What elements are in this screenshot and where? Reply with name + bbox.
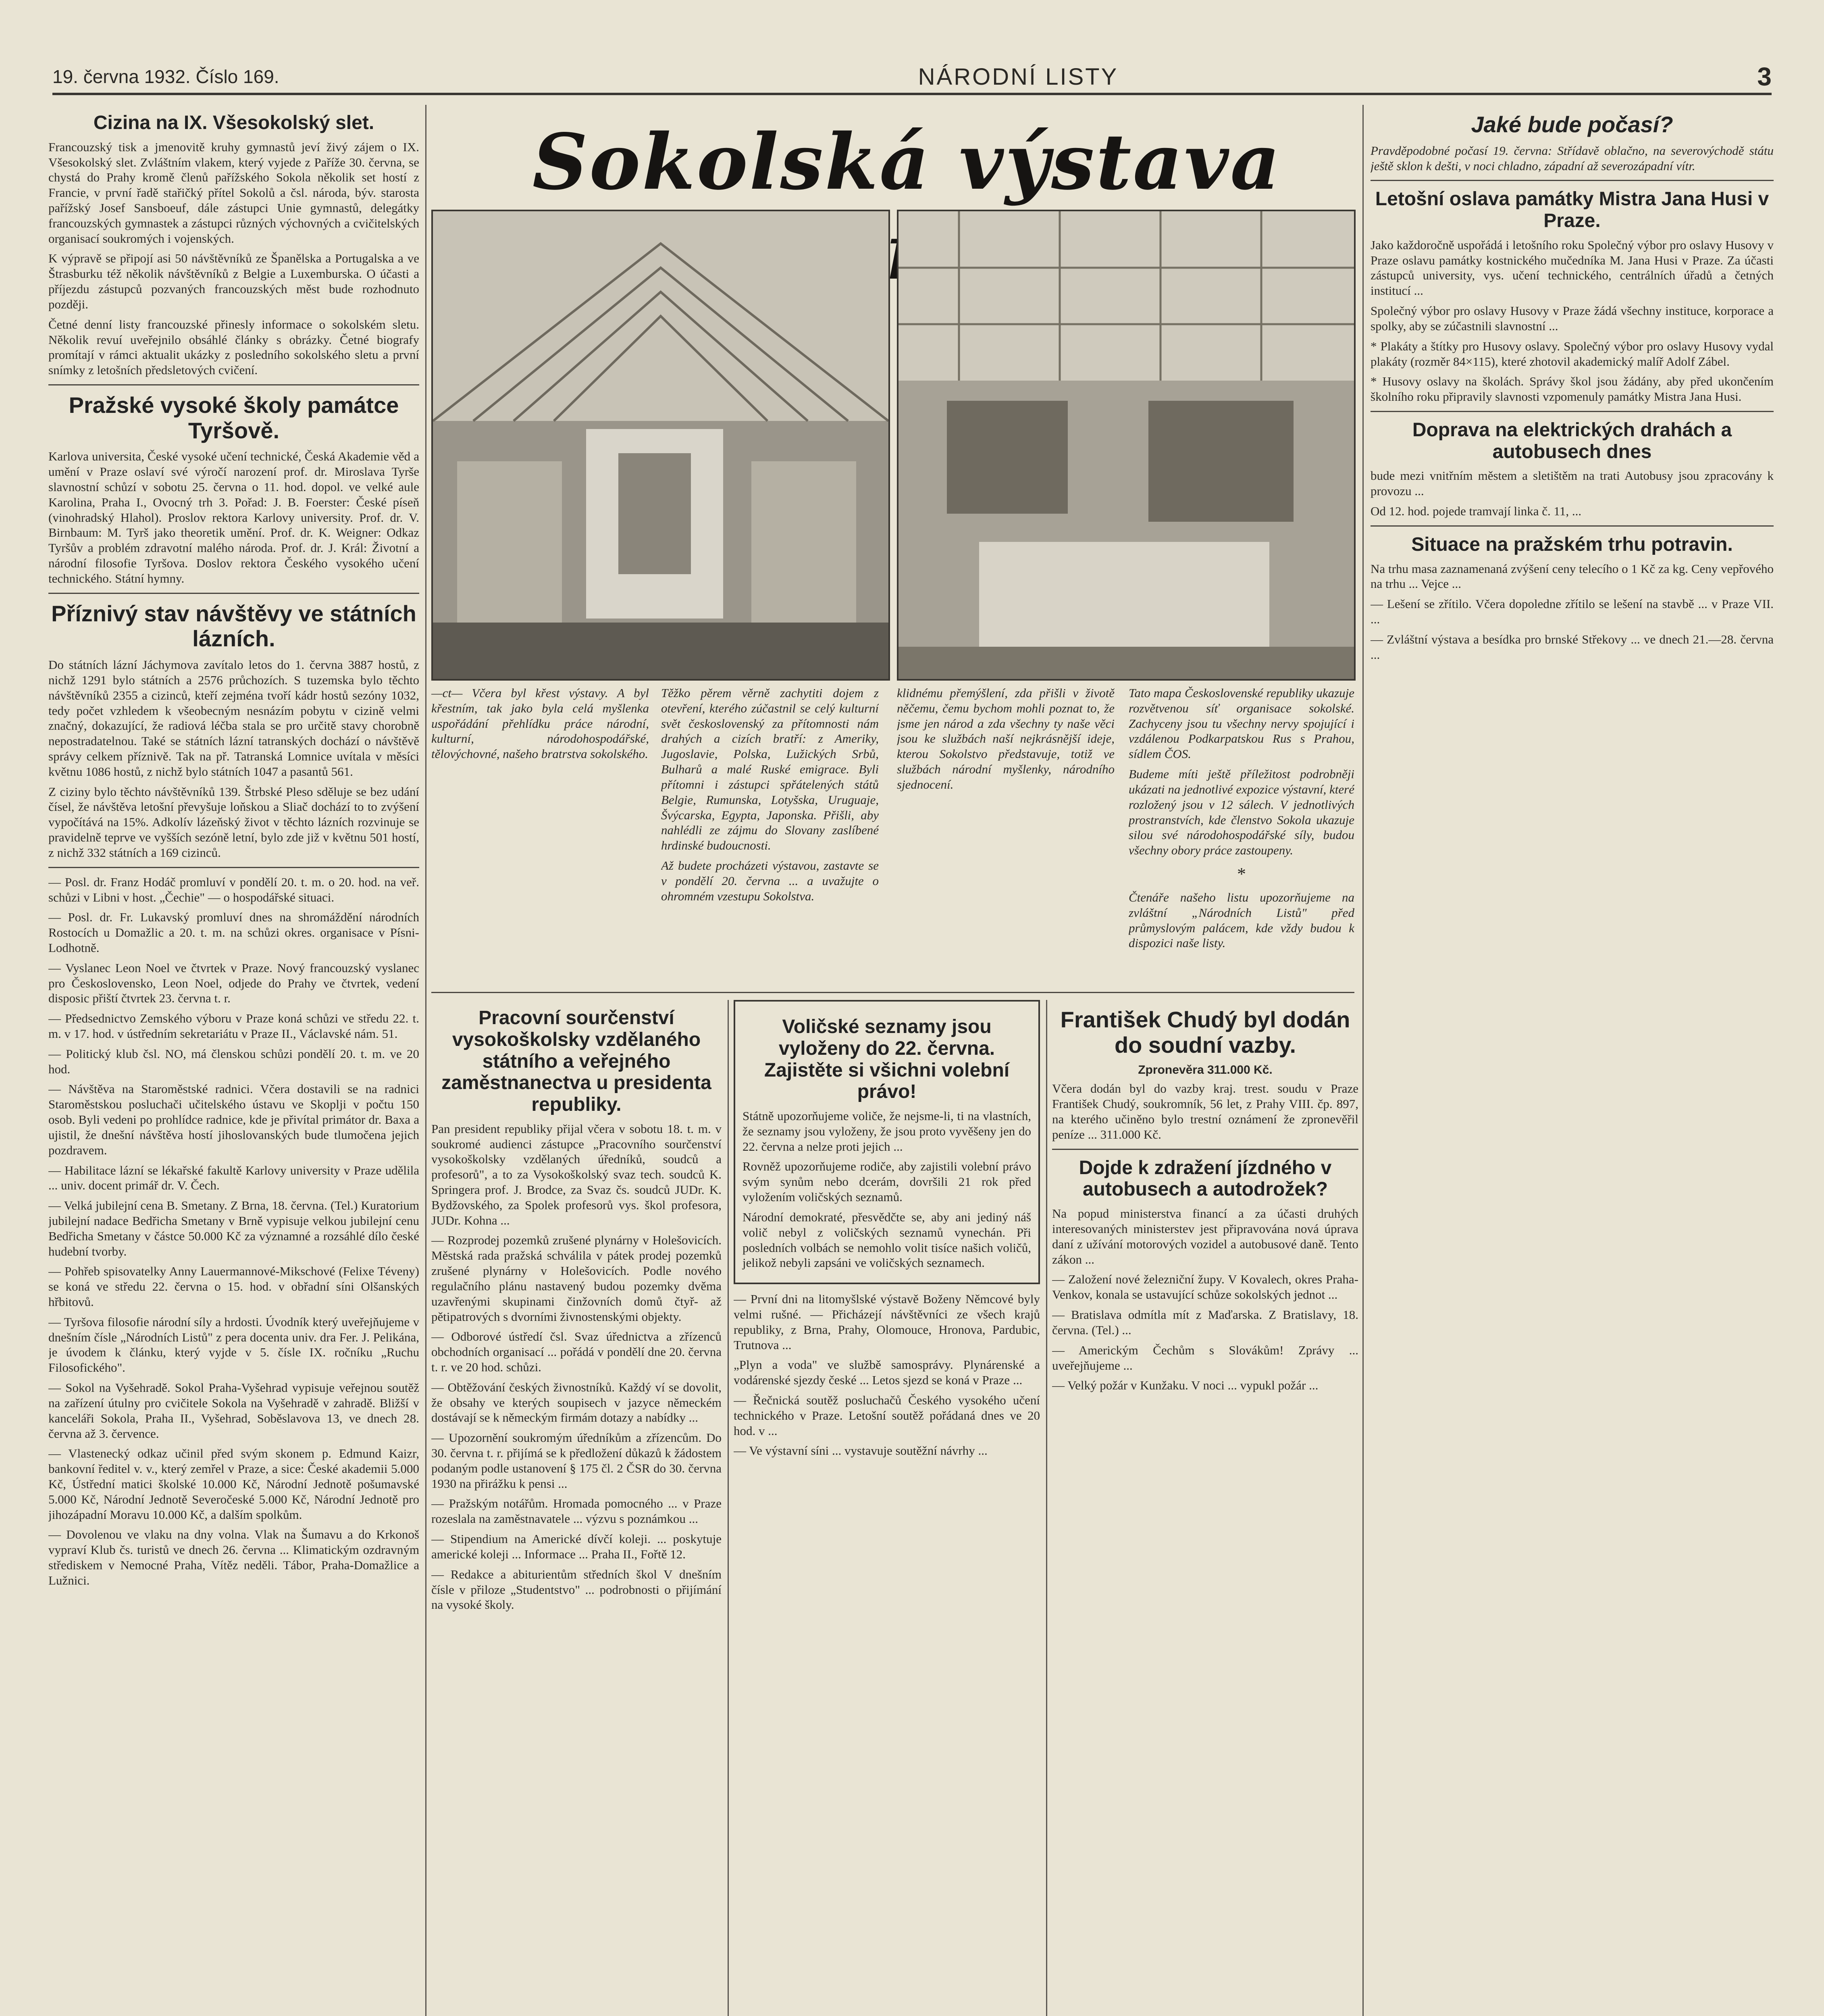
caption-text: Těžko pěrem věrně zachytiti dojem z otevření, kterého zúčastnil se celý kulturní svět československý za přítomnosti nám drahých a cizích bratří: z Ameriky, Jugoslavie, Polska, Lužických Srbů, Bulharů a malé Ruské emigrace. Byli přítomni i zástupci spřátelených států Belgie, Rumunska, Lotyšska, Uruguaje, Švýcarska, Egypta, Japonska. Přišli, aby nahlédli ze zájmu do Slovany zaslíbené hrdinské budoucnosti. bbox=[661, 686, 879, 853]
voter-notice-box bbox=[734, 1000, 1040, 1284]
exhibition-photo-1 bbox=[431, 210, 890, 681]
article-title: František Chudý byl dodán do soudní vazby. bbox=[1060, 1007, 1350, 1058]
caption-text: Čtenáře našeho listu upozorňujeme na zvláštní „Národních Listů" před průmyslovým palácem, kde vždy budou k dispozici naše listy. bbox=[1129, 890, 1354, 950]
article-paragraph: Četné denní listy francouzské přinesly informace o sokolském sletu. Několik revuí uveřejnilo obsáhlé články s obrázky. Četné biografy promítají v rámci aktualit ukázky z posledního sokolského sletu a první snímky z letošních předsletových cvičení. bbox=[48, 317, 419, 377]
news-item: — Pražským notářům. Hromada pomocného ... v Praze rozeslala na zaměstnavatele ... výzvu s poznámkou ... bbox=[431, 1496, 722, 1526]
news-item: — Obtěžování českých živnostníků. Každý ví se dovolit, že obsahy ve kterých soupisech v jazyce německém dostávají se k německým firmám dotazy a nabídky ... bbox=[431, 1380, 722, 1425]
column-2 bbox=[431, 1000, 722, 2016]
hall-photo-image bbox=[433, 211, 888, 679]
news-item: — Vlastenecký odkaz učinil před svým skonem p. Edmund Kaizr, bankovní ředitel v. v., který zemřel v Praze, a sice: České akademii 5.000 Kč, Ústřední matici školské 10.000 Kč, Národní Jednotě pošumavské 5.000 Kč, Národní Jednotě Severočeské 5.000 Kč, Národní Jednotě pro jihozápadní Moravu 10.000 Kč, a dalším spolkům. bbox=[48, 1446, 419, 1522]
caption-text: klidnému přemýšlení, zda přišli v životě něčemu, čemu bychom mohli poznat to, že jsme jen národ a zda všechny ty naše věci jsou ke službách naší nejkrásnější ideje, kterou Sokolstvo představuje, totiž ve službách národní myšlenky, národního sjednocení. bbox=[897, 686, 1115, 791]
article-paragraph: Pan president republiky přijal včera v sobotu 18. t. m. v soukromé audienci zástupce „Pracovního sourčenství vysokoškolsky vzdělaných úředníků, soudců a profesorů", a to za Vysokoškolský svaz tech. soudců K. Springera prof. J. Brodce, za Svaz čs. soudců JUDr. K. Bydžovského, za Spolek profesorů vys. škol profesora, JUDr. Kohna ... bbox=[431, 1121, 722, 1227]
article-paragraph: Od 12. hod. pojede tramvají linka č. 11, ... bbox=[1371, 504, 1582, 519]
divider bbox=[48, 384, 419, 385]
article-title: Letošní oslava památky Mistra Jana Husi v Praze. bbox=[1375, 188, 1769, 232]
news-item: — Založení nové železniční župy. V Kovalech, okres Praha-Venkov, konala se ustavující schůze sokolských jednot ... bbox=[1052, 1272, 1358, 1302]
column-4 bbox=[1052, 1000, 1358, 2016]
main-headline: Sokolská výstava bbox=[532, 117, 1282, 207]
news-item: — Řečnická soutěž posluchačů Českého vysokého učení technického v Praze. Letošní soutěž pořádaná dnes ve 20 hod. v ... bbox=[734, 1393, 1040, 1438]
article-title: Pracovní sourčenství vysokoškolsky vzdělaného státního a veřejného zaměstnanectva u presidenta republiky. bbox=[441, 1007, 711, 1115]
masthead: NÁRODNÍ LISTY bbox=[918, 63, 1119, 90]
article-title: Příznivý stav návštěvy ve státních lázních. bbox=[51, 600, 416, 652]
news-item: — Americkým Čechům s Slovákům! Zprávy ... uveřejňujeme ... bbox=[1052, 1343, 1358, 1372]
column-rule bbox=[1046, 1000, 1047, 2016]
article-paragraph: Karlova universita, České vysoké učení technické, Česká Akademie věd a umění v Praze oslaví své výročí narození prof. dr. Miroslava Tyrše slavnostní schůzí v sobotu 25. června o 11. hod. dopol. ve velké aule Karolina, Praha I., Ovocný trh 3. Pořad: J. B. Foerster: České píseň (vinohradský Hlahol). Proslov rektora Karlovy university. Prof. dr. V. Birnbaum: M. Tyrš jako theoretik umění. Prof. dr. K. Weigner: Odkaz Tyršův a problém zdravotní malého národa. Prof. dr. J. Král: Životní a národní filosofie Tyršova. Doslov rektora Českého vysokého učení technického. Státní hymny. bbox=[48, 449, 419, 585]
separator-star: * bbox=[1237, 864, 1246, 884]
article-subtitle: Zpronevěra 311.000 Kč. bbox=[1138, 1063, 1273, 1077]
article-paragraph: Včera dodán byl do vazby kraj. trest. soudu v Praze František Chudý, soukromník, 56 let, z Prahy VIII. čp. 897, na kterého učiněno bylo trestní oznámení že zpronevěřil peníze ... 311.000 Kč. bbox=[1052, 1081, 1358, 1141]
news-item: — Vyslanec Leon Noel ve čtvrtek v Praze. Nový francouzský vyslanec pro Československo, Leon Noel, odjede do Prahy ve čtvrtek, vedení disposic přiští čtvrtek 23. června t. r. bbox=[48, 960, 419, 1006]
article-title: Situace na pražském trhu potravin. bbox=[1411, 533, 1733, 555]
divider bbox=[48, 593, 419, 594]
issue-date: 19. června 1932. Číslo 169. bbox=[52, 66, 279, 87]
weather-title: Jaké bude počasí? bbox=[1471, 112, 1673, 137]
news-item: — Politický klub čsl. NO, má členskou schůzi pondělí 20. t. m. ve 20 hod. bbox=[48, 1046, 419, 1076]
divider bbox=[48, 867, 419, 868]
article-paragraph: Na trhu masa zaznamenaná zvýšení ceny telecího o 1 Kč za kg. Ceny vepřového na trhu ... Vejce ... bbox=[1371, 561, 1774, 591]
news-item: — Tyršova filosofie národní síly a hrdosti. Úvodník který uveřejňujeme v dnešním čísle „Národních Listů" z pera docenta univ. dra Fer. J. Pelikána, je úvodem k článku, který vyjde v 5. čísle IX. ročníku „Ruchu Filosofického". bbox=[48, 1314, 419, 1375]
news-item: — Rozprodej pozemků zrušené plynárny v Holešovicích. Městská rada pražská schválila v pátek prodej pozemků zrušené plynárny v Holešovicích. Podle nového regulačního plánu nastavený budou pozemky dvěma uzavřenými skupinami činžovních domů čtyř- až pětipatrových s dvorními živnostenskými objekty. bbox=[431, 1233, 722, 1324]
news-item: — Návštěva na Staroměstské radnici. Včera dostavili se na radnici Staroměstskou posluchači učitelského ústavu ve Skoplji v počtu 150 osob. Byli vedeni po prohlídce radnice, kde je přivítal primátor dr. Baxa a ujistil, že dnešní návštěva hostí jihoslovanských bude tlumočena jejich pozdravem. bbox=[48, 1082, 419, 1157]
page-number: 3 bbox=[1757, 62, 1772, 91]
caption-text: Tato mapa Československé republiky ukazuje rozvětvenou síť organisace sokolské. Zachyceny jsou tu všechny nervy spojující i vzdálenou Podkarpatskou Rus s Prahou, sídlem ČOS. bbox=[1129, 686, 1354, 761]
article-paragraph: Z ciziny bylo těchto návštěvníků 139. Štrbské Pleso sděluje se bez udání čísel, že návštěva letošní převyšuje loňskou a Sliač dochází to to zvýšení vypočítává na 15%. Adkolív lázeňský život v těchto lázních rozvinuje se pravidelně teprve ve vyšších sezóně letní, bylo zde již v květnu 501 hostí, z nichž 332 státních a 169 cizinců. bbox=[48, 784, 419, 860]
news-item: — Ve výstavní síni ... vystavuje soutěžní návrhy ... bbox=[734, 1443, 988, 1458]
news-item: — Předsednictvo Zemského výboru v Praze koná schůzi ve středu 22. t. m. v 17. hod. v ústředním sekretariátu v Praze II., Václavské nám. 51. bbox=[48, 1011, 419, 1041]
column-rule bbox=[425, 105, 426, 2016]
article-paragraph: Francouzský tisk a jmenovitě kruhy gymnastů jeví živý zájem o IX. Všesokolský slet. Zvláštním vlakem, který vyjede z Paříže 30. června, se chystá do Prahy kromě členů pařížského Sokola několik set hostí z Francie, v první řadě stařičký přítel Sokolů a čsl. národa, býv. starosta pařížský Josef Sansboeuf, dále zástupci Unie gymnastů, delegátky francouzských gymnastek a zástupci různých výchovných a cvičitelských organisací soukromých i vojenských. bbox=[48, 140, 419, 246]
column-5 bbox=[1371, 105, 1774, 2016]
article-paragraph: Na popud ministerstva financí a za účasti druhých interesovaných ministerstev jest připravována nová úprava daní z užívání motorových vozidel a autobusové daně. Tento zákon ... bbox=[1052, 1206, 1358, 1266]
news-item: — Velká jubilejní cena B. Smetany. Z Brna, 18. června. (Tel.) Kuratorium jubilejní nadace Bedřicha Smetany v Brně vypisuje velkou jubilejní cenu Bedřicha Smetany v částce 50.000 Kč za významné a rozsáhlé dílo české hudební tvorby. bbox=[48, 1198, 419, 1258]
article-paragraph: * Husovy oslavy na školách. Správy škol jsou žádány, aby před ukončením školního roku připravily slavnosti vzpomenuly památky Mistra Jana Husi. bbox=[1371, 374, 1774, 404]
news-item: — Bratislava odmítla mít z Maďarska. Z Bratislavy, 18. června. (Tel.) ... bbox=[1052, 1308, 1358, 1337]
news-item: — Dovolenou ve vlaku na dny volna. Vlak na Šumavu a do Krkonoš vypraví Klub čs. turistů ve dnech 26. června ... Klimatickým ozdravným střediskem v Nemocné Praha, Vítěz neděli. Tábor, Praha-Domažlice a Lužnici. bbox=[48, 1527, 419, 1587]
page-header bbox=[52, 60, 1772, 95]
news-item: — Pohřeb spisovatelky Anny Lauermannové-Mikschové (Felixe Téveny) se koná ve středu 22. června o 15. hod. v obřadní síni Olšanských hřbitovů. bbox=[48, 1264, 419, 1309]
article-paragraph: Do státních lázní Jáchymova zavítalo letos do 1. června 3887 hostů, z nichž 1291 bylo státních a 2576 průchozích. S tuzemska bylo těchto návštěvníků 2355 a cizinců, kteří zejména tvoří kádr hostů sezóny 1032, tedy počet vzhledem k všeobecným nesnázím pobytu v cizině velmi značný, dokazující, že radiová léčba stala se pro určitě stavy chorobně nepostradatelnou. Také se státních lázní tatranských dochází o návštěvě správy celkem příznivě. Tak na př. Tatranská Lomnice uvítala v měsíci květnu 1086 hostů, z nichž bylo státních 1047 a pasantů 561. bbox=[48, 658, 419, 779]
exhibition-photo-2 bbox=[897, 210, 1356, 681]
caption-text: Budeme míti ještě příležitost podrobněji ukázati na jednotlivé expozice výstavní, které rozložený jsou v 12 sálech. V jednotlivých prostranstvích, kde členstvo Sokola ukazuje silou své národohospodářské síly, budou všechny obory práce zastoupeny. bbox=[1129, 767, 1354, 858]
news-item: — Redakce a abiturientům středních škol V dnešním čísle v přiloze „Studentstvo" ... podrobnosti o přijímání na vysoké školy. bbox=[431, 1567, 722, 1612]
divider bbox=[1371, 525, 1774, 527]
news-item: — Upozornění soukromým úředníkům a zřízencům. Do 30. června t. r. přijímá se k předložení důkazů k žádostem podaným podle ustanovení § 175 čl. 2 ČSR do 30. června 1930 na přirážku k pensi ... bbox=[431, 1431, 722, 1491]
news-item: — Zvláštní výstava a besídka pro brnské Střekovy ... ve dnech 21.—28. června ... bbox=[1371, 632, 1774, 662]
article-paragraph: Jako každoročně uspořádá i letošního roku Společný výbor pro oslavy Husovy v Praze oslavu památky kostnického mučedníka M. Jana Husi v Praze. Za účasti zástupců university, vys. učení technického, centrálních úřadů a četných institucí ... bbox=[1371, 237, 1774, 298]
article-paragraph: Státně upozorňujeme voliče, že nejsme-li, ti na vlastních, že seznamy jsou vyloženy, že jsou proto vyvěšeny jen do 22. června a nelze proti jejich ... bbox=[742, 1109, 1031, 1154]
news-item: — Sokol na Vyšehradě. Sokol Praha-Vyšehrad vypisuje veřejnou soutěž na zařízení útulny pro cvičitele Sokola na Vyšehradě v zahradě. Bližší v kanceláři Sokola, Praha II., Vyšehrad, Soběslavova 13, ve dnech 28. června až 3. července. bbox=[48, 1381, 419, 1441]
divider bbox=[1371, 411, 1774, 412]
weather-forecast: Pravděpodobné počasí 19. června: Střídavě oblačno, na severovýchodě státu ještě sklon k dešti, v noci chladno, západní až severozápadní vítr. bbox=[1371, 143, 1774, 173]
article-paragraph: Národní demokraté, přesvědčte se, aby ani jediný náš volič nebyl z voličských seznamů vynechán. Při posledních volbách se nemohlo volit tisíce našich voličů, jelikož nebyli zapsáni ve voličských seznamech. bbox=[742, 1210, 1031, 1270]
caption-text: —ct— Včera byl křest výstavy. A byl křestním, tak jako byla celá myšlenka uspořádání přehlídku práce národní, kulturní, národohospodářské, tělovýchovné, našeho bratrstva sokolského. bbox=[431, 686, 649, 761]
column-1 bbox=[48, 105, 419, 2016]
article-title: Dojde k zdražení jízdného v autobusech a autodrožek? bbox=[1079, 1157, 1332, 1200]
news-item: — Lešení se zřítilo. Včera dopoledne zřítilo se lešení na stavbě ... v Praze VII. ... bbox=[1371, 597, 1774, 627]
news-item: — Posl. dr. Fr. Lukavský promluví dnes na shromáždění národních Rostocích u Domažlic a 20. t. m. na schůzi okres. organisace v Písni-Lodhotně. bbox=[48, 910, 419, 955]
news-item: — Habilitace lázní se lékařské fakultě Karlovy university v Praze udělila ... univ. docent primář dr. V. Čech. bbox=[48, 1163, 419, 1193]
column-rule bbox=[1362, 105, 1364, 2016]
news-item: — Odborové ústředí čsl. Svaz úřednictva a zřízenců obchodních organisací ... pořádá v pondělí dne 20. června t. r. ve 20 hod. schůzi. bbox=[431, 1329, 722, 1374]
article-title: Voličské seznamy jsou vyloženy do 22. června. Zajistěte si všichni volební právo! bbox=[764, 1016, 1010, 1103]
column-rule bbox=[728, 1000, 729, 2016]
article-paragraph: K výpravě se připojí asi 50 návštěvníků ze Španělska a Portugalska a ve Štrasburku též několik návštěvníků z Belgie a Luxemburska. O účasti a příjezdu zástupců pozvaných francouzských měst bude rozhodnuto později. bbox=[48, 251, 419, 311]
divider bbox=[1371, 180, 1774, 181]
column-3 bbox=[734, 1000, 1040, 2016]
article-title: Pražské vysoké školy památce Tyršově. bbox=[69, 392, 399, 443]
article-paragraph: Rovněž upozorňujeme rodiče, aby zajistili volební právo svým synům nebo dcerám, dovršili 21 rok před vyložením voličských seznamů. bbox=[742, 1159, 1031, 1204]
news-item: — Velký požár v Kunžaku. V noci ... vypukl požár ... bbox=[1052, 1378, 1319, 1393]
article-title: Cizina na IX. Všesokolský slet. bbox=[93, 112, 374, 133]
divider bbox=[431, 992, 1354, 993]
caption-text: Až budete procházeti výstavou, zastavte se v pondělí 20. června ... a uvažujte o ohromném vzestupu Sokolstva. bbox=[661, 858, 879, 903]
divider bbox=[1052, 1149, 1358, 1150]
news-item: „Plyn a voda" ve službě samosprávy. Plynárenské a vodárenské sjezdy české ... Letos sjezd se koná v Praze ... bbox=[734, 1358, 1040, 1387]
article-title: Doprava na elektrických drahách a autobusech dnes bbox=[1412, 419, 1732, 462]
news-item: — Stipendium na Americké dívčí koleji. ... poskytuje americké koleji ... Informace ... Praha II., Fořtě 12. bbox=[431, 1532, 722, 1561]
article-paragraph: * Plakáty a štítky pro Husovy oslavy. Společný výbor pro oslavy Husovy vydal plakáty (rozměr 84×115), které zhotovil akademický malíř Adolf Zábel. bbox=[1371, 339, 1774, 369]
hall-interior-image bbox=[898, 211, 1354, 679]
article-paragraph: bude mezi vnitřním městem a sletištěm na trati Autobusy jsou zpracovány k provozu ... bbox=[1371, 469, 1774, 498]
article-paragraph: Společný výbor pro oslavy Husovy v Praze žádá všechny instituce, korporace a spolky, aby se zúčastnili slavnostní ... bbox=[1371, 304, 1774, 333]
news-item: — První dni na litomyšlské výstavě Boženy Němcové byly velmi rušné. — Přicházejí návštěvníci ze všech krajů republiky, z Brna, Prahy, Olomouce, Hronova, Pardubic, Trutnova ... bbox=[734, 1292, 1040, 1352]
news-item: — Posl. dr. Franz Hodáč promluví v pondělí 20. t. m. o 20. hod. na veř. schůzi v Libni v host. „Čechie" — o hospodářské situaci. bbox=[48, 875, 419, 904]
